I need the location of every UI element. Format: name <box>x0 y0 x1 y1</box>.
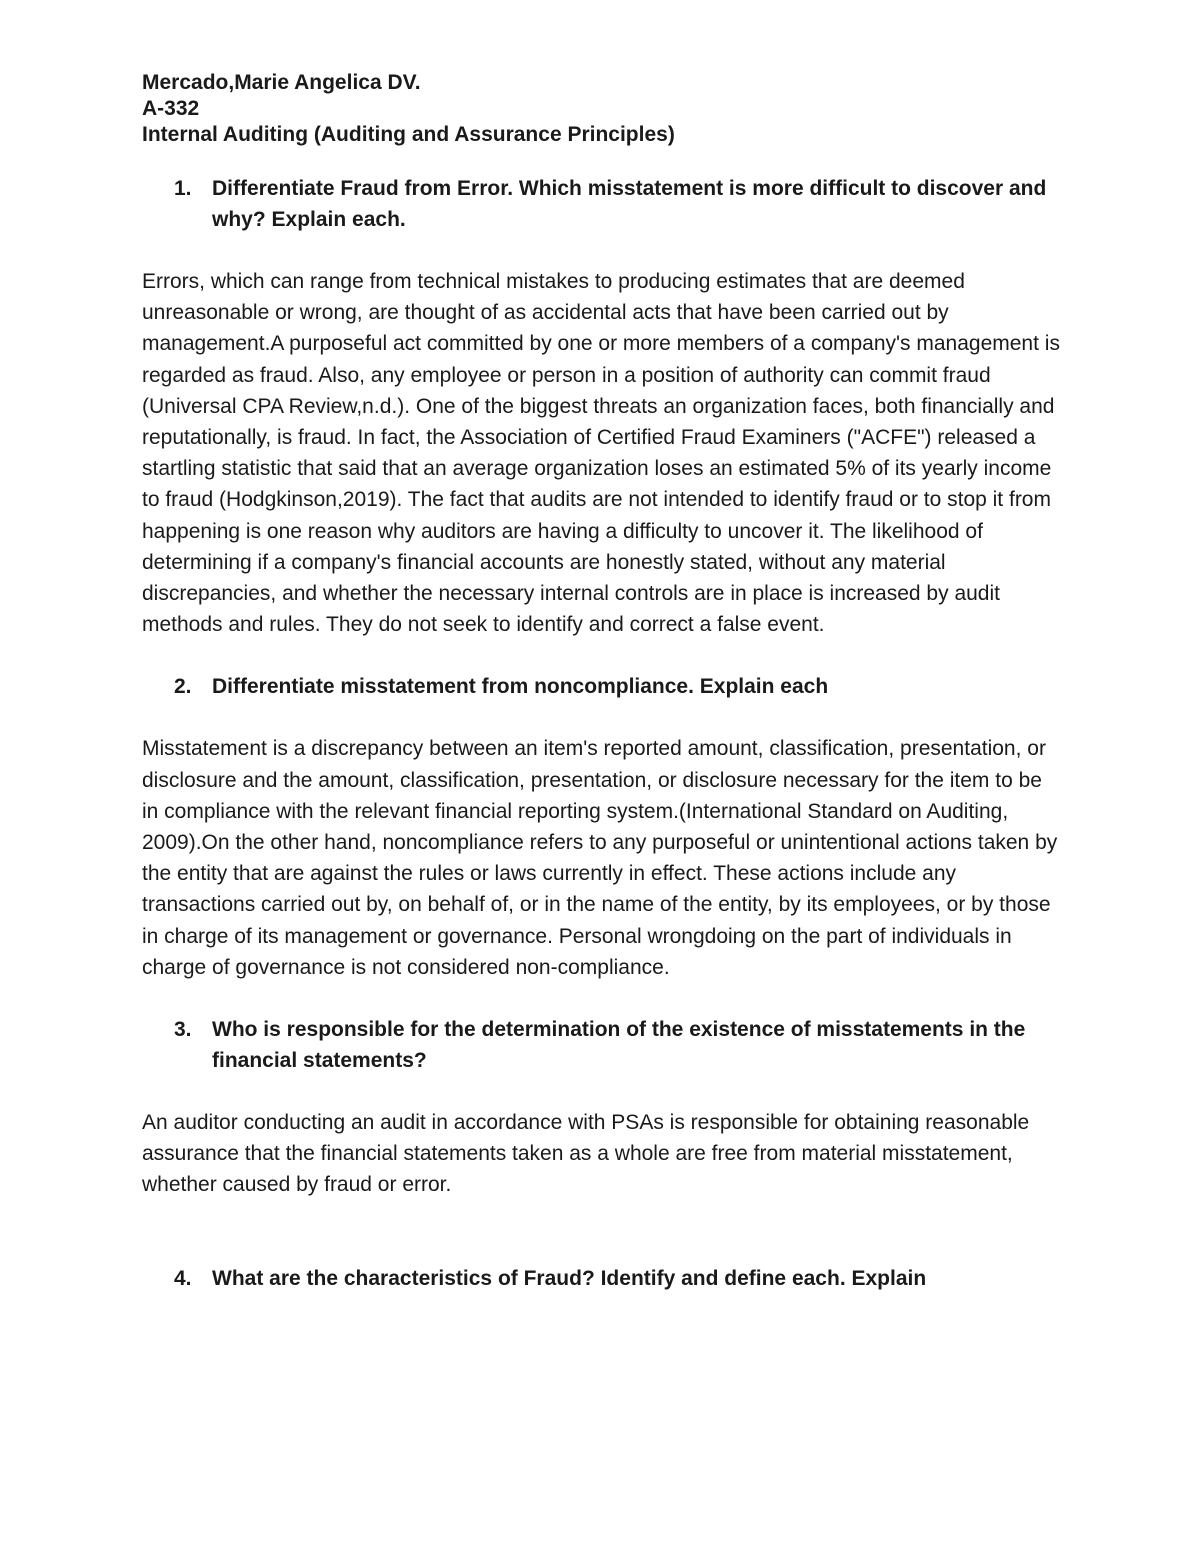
question-text: Differentiate Fraud from Error. Which misstatement is more difficult to discover and why? Explain each. <box>212 177 1047 231</box>
document-page <box>142 70 1062 1294</box>
answer-3: An auditor conducting an audit in accordance with PSAs is responsible for obtaining reasonable assurance that the financial statements taken as a whole are free from material misstatement, whether caused by fraud or error. <box>142 1111 1030 1197</box>
question-number: 3. <box>174 1018 192 1042</box>
question-3 <box>142 1014 1062 1076</box>
question-number: 4. <box>174 1266 192 1290</box>
question-2 <box>142 671 1062 702</box>
question-1 <box>142 173 1062 235</box>
answer-1: Errors, which can range from technical mistakes to producing estimates that are deemed unreasonable or wrong, are thought of as accidental acts that have been carried out by management.A purposeful act committed by one or more members of a company's management is regarded as fraud. Also, any employee or person in a position of authority can commit fraud (Universal CPA Review,n.d.). One of the biggest threats an organization faces, both financially and reputationally, is fraud. In fact, the Association of Certified Fraud Examiners ("ACFE") released a startling statistic that said that an average organization loses an estimated 5% of its yearly income to fraud (Hodgkinson,2019). The fact that audits are not intended to identify fraud or to stop it from happening is one reason why auditors are having a difficulty to uncover it. The likelihood of determining if a company's financial accounts are honestly stated, without any material discrepancies, and whether the necessary internal controls are in place is increased by audit methods and rules. They do not seek to identify and correct a false event. <box>142 270 1060 637</box>
question-number: 1. <box>174 177 192 200</box>
answer-2: Misstatement is a discrepancy between an item's reported amount, classification, presentation, or disclosure and the amount, classification, presentation, or disclosure necessary for the item to be in compliance with the relevant financial reporting system.(International Standard on Auditing, 2009).On the other hand, noncompliance refers to any purposeful or unintentional actions taken by the entity that are against the rules or laws currently in effect. These actions include any transactions carried out by, on behalf of, or in the name of the entity, by its employees, or by those in charge of its management or governance. Personal wrongdoing on the part of individuals in charge of governance is not considered non-compliance. <box>142 737 1058 979</box>
question-4 <box>142 1263 1062 1294</box>
question-number: 2. <box>174 675 192 699</box>
section-code: A-332 <box>142 97 200 120</box>
student-name: Mercado,Marie Angelica DV. <box>142 71 421 94</box>
question-text: What are the characteristics of Fraud? Identify and define each. Explain <box>212 1266 927 1290</box>
course-title: Internal Auditing (Auditing and Assurance Principles) <box>142 123 675 146</box>
question-text: Differentiate misstatement from noncompliance. Explain each <box>212 675 829 699</box>
question-text: Who is responsible for the determination of the existence of misstatements in the financial statements? <box>212 1018 1026 1073</box>
